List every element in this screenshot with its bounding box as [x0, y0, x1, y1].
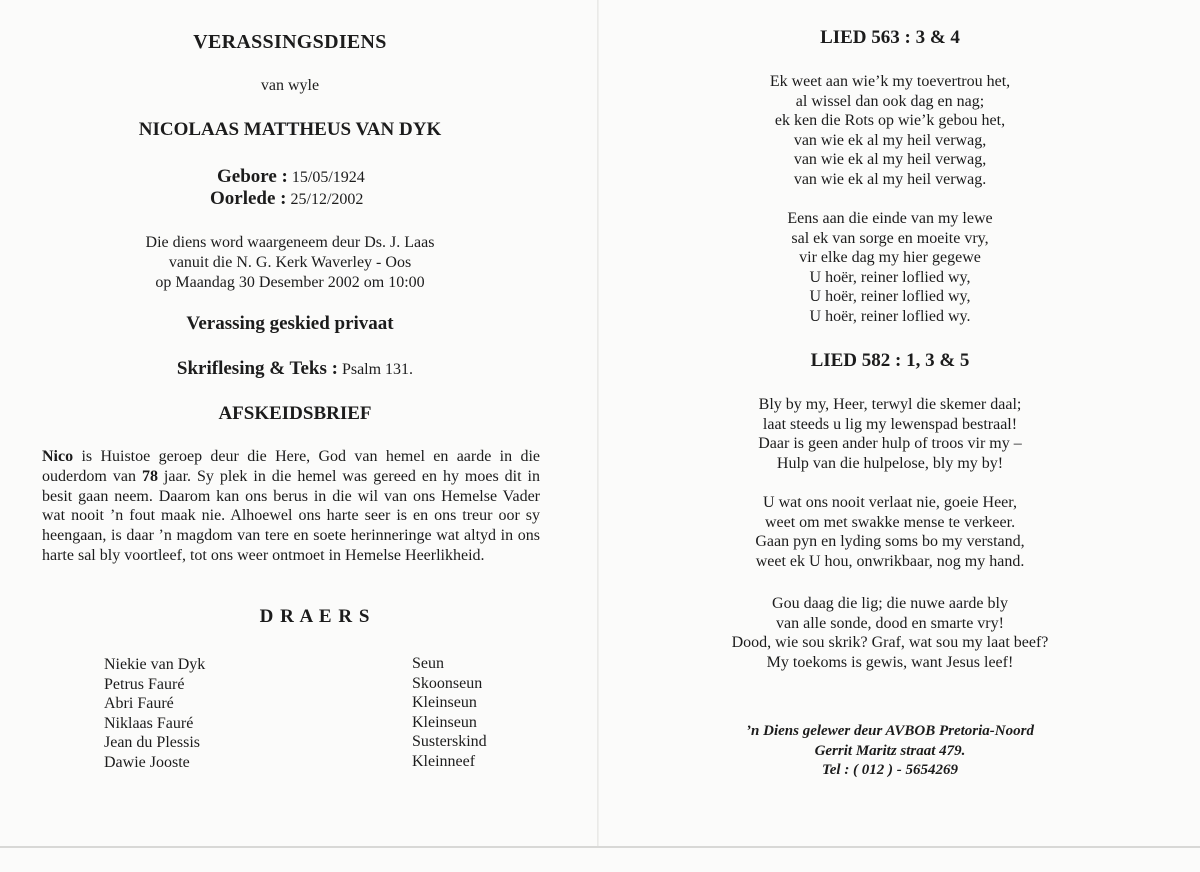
lyric-line: van alle sonde, dood en smarte vry! [776, 614, 1004, 632]
lyric-line: Daar is geen ander hulp of troos vir my – [758, 435, 1022, 453]
van-wyle-text: van wyle [260, 77, 320, 94]
bearer-relation: Susterskind [412, 733, 487, 750]
lyric-line: van wie ek al my heil verwag. [793, 170, 987, 188]
credit-line: Gerrit Maritz straat 479. [814, 742, 966, 759]
scripture-label: Skriflesing & Teks : [176, 358, 338, 379]
bearer-name: Abri Fauré [104, 695, 174, 712]
lyric-line: Hulp van die hulpelose, bly my by! [776, 454, 1004, 472]
born-date: 15/05/1924 [291, 169, 365, 186]
bearer-name: Niekie van Dyk [104, 656, 206, 673]
lyric-line: U hoër, reiner loflied wy. [809, 307, 971, 325]
lyric-line: Bly by my, Heer, terwyl die skemer daal; [758, 396, 1022, 413]
bearer-relation: Kleinseun [412, 713, 477, 731]
lyric-line: weet ek U hou, onwrikbaar, nog my hand. [755, 552, 1025, 570]
lyric-line: van wie ek al my heil verwag, [793, 131, 987, 149]
lyric-line: vir elke dag my hier gegewe [799, 249, 981, 267]
farewell-text-1: is Huistoe geroep deur die Here, God van hemel en aarde in die ouderdom van [42, 448, 540, 485]
lyric-line: Ek weet aan wie’k my toevertrou het, [769, 73, 1011, 90]
farewell-name: Nico [42, 448, 74, 465]
hymn-563-title: LIED 563 : 3 & 4 [820, 27, 960, 48]
hymn-582-stanza-2 [599, 493, 1181, 571]
funeral-home-credit [599, 722, 1181, 781]
born-label: Gebore : [217, 166, 288, 187]
lyric-line: ek ken die Rots op wie’k gebou het, [774, 112, 1006, 130]
hymn-582-stanza-3 [599, 594, 1181, 672]
lyric-line: U hoër, reiner loflied wy, [809, 268, 971, 286]
lyric-line: U hoër, reiner loflied wy, [809, 288, 971, 306]
farewell-heading: AFSKEIDSBRIEF [218, 403, 372, 424]
hymn-582-title: LIED 582 : 1, 3 & 5 [810, 350, 970, 371]
scripture-row [0, 358, 590, 380]
lyric-line: weet om met swakke mense te verkeer. [764, 513, 1016, 531]
service-line: Die diens word waargeneem deur Ds. J. Laas [145, 234, 435, 251]
lyric-line: U wat ons nooit verlaat nie, goeie Heer, [763, 494, 1017, 511]
deceased-name: NICOLAAS MATTHEUS VAN DYK [138, 119, 442, 140]
died-row [210, 188, 363, 210]
lyric-line: Gou daag die lig; die nuwe aarde bly [772, 595, 1008, 612]
bearer-relation: Skoonseun [412, 674, 483, 692]
lyric-line: laat steeds u lig my lewenspad bestraal! [762, 415, 1018, 433]
bearer-relation: Kleinneef [412, 752, 476, 770]
lyric-line: My toekoms is gewis, want Jesus leef! [766, 653, 1014, 671]
sheet-bottom-edge [0, 846, 1200, 848]
bearer-name: Niklaas Fauré [104, 714, 194, 732]
bearer-name: Dawie Jooste [104, 753, 190, 771]
left-page [0, 0, 597, 846]
lyric-line: van wie ek al my heil verwag, [793, 151, 987, 169]
hymn-563-stanza-2 [599, 209, 1181, 327]
scripture-value: Psalm 131. [341, 361, 414, 378]
died-date: 25/12/2002 [290, 191, 364, 208]
farewell-age: 78 [141, 467, 158, 485]
bearers-heading: D R A E R S [259, 606, 371, 627]
lyric-line: sal ek van sorge en moeite vry, [791, 229, 989, 247]
hymn-563-stanza-1 [599, 72, 1181, 190]
bearer-name: Jean du Plessis [104, 734, 200, 751]
lyric-line: Gaan pyn en lyding soms bo my verstand, [755, 533, 1025, 551]
bearer-relations [412, 654, 487, 771]
lyric-line: al wissel dan ook dag en nag; [795, 92, 985, 110]
bearer-names [104, 655, 205, 772]
service-line: vanuit die N. G. Kerk Waverley - Oos [168, 254, 412, 271]
bearer-relation: Kleinseun [412, 694, 477, 711]
credit-line: Tel : ( 012 ) - 5654269 [821, 762, 959, 778]
service-details [0, 233, 580, 293]
farewell-text-2: jaar. Sy plek in die hemel was gereed en hy moes dit in besit gaan neem. Daarom kan ons berus in die wil van ons Hemelse Vader wat nooit ’n fout maak nie. Alhoewel ons harte seer is en ons treur oor sy heengaan, is daar ’n magdom van tere en soete herinneringe wat altyd in ons harte sal bly voortleef, tot ons weer ontmoet in Hemelse Heerlikheid. [42, 467, 540, 564]
credit-line: ’n Diens gelewer deur AVBOB Pretoria-Noord [746, 723, 1034, 739]
hymn-582-stanza-1 [599, 395, 1181, 473]
private-notice: Verassing geskied privaat [186, 313, 394, 334]
died-label: Oorlede : [210, 188, 287, 209]
farewell-letter [42, 447, 540, 566]
bearer-name: Petrus Fauré [104, 675, 185, 693]
bearer-relation: Seun [412, 655, 444, 672]
lyric-line: Dood, wie sou skrik? Graf, wat sou my laat beef? [731, 634, 1049, 652]
service-line: op Maandag 30 Desember 2002 om 10:00 [155, 274, 425, 291]
born-row [217, 166, 365, 188]
lyric-line: Eens aan die einde van my lewe [787, 210, 993, 227]
service-title: VERASSINGSDIENS [193, 31, 387, 53]
right-page [599, 0, 1200, 846]
